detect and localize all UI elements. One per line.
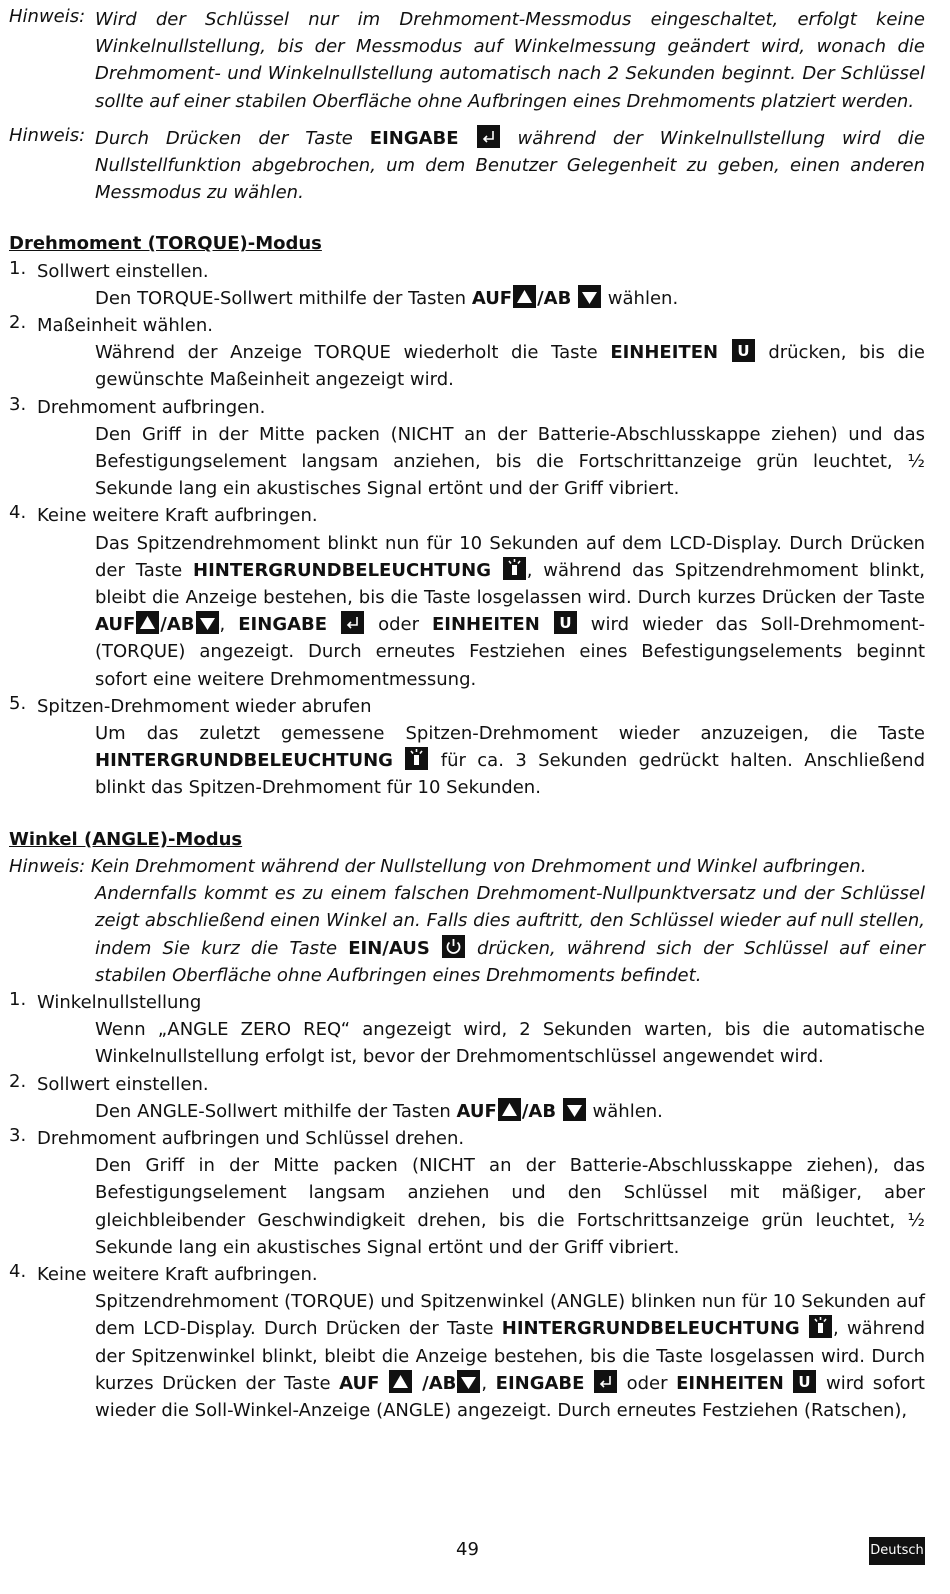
- step-body: Den ANGLE-Sollwert mithilfe der Tasten AUF /AB wählen.: [95, 1098, 925, 1125]
- svg-text:U: U: [737, 342, 750, 361]
- svg-text:U: U: [798, 1372, 812, 1391]
- note-enter-abort: [9, 125, 925, 207]
- up-arrow-key-icon: [136, 611, 159, 634]
- section-heading-angle: Winkel (ANGLE)-Modus: [9, 828, 243, 850]
- down-arrow-key-icon: [457, 1370, 480, 1393]
- down-arrow-key-icon: [578, 285, 601, 308]
- note-zeroing: [9, 6, 925, 115]
- list-item: 4. Keine weitere Kraft aufbringen.: [9, 502, 318, 527]
- up-arrow-key-icon: [389, 1370, 412, 1393]
- enter-key-icon: [594, 1370, 617, 1393]
- list-item: 1. Winkelnullstellung: [9, 988, 202, 1013]
- list-item: 4. Keine weitere Kraft aufbringen.: [9, 1260, 318, 1285]
- note-text: Durch Drücken der Taste EINGABE während der Winkelnullstellung wird die Nullstellfunktion abgebrochen, um dem Benutzer Gelegenheit zu geben, einen anderen Messmodus zu wählen.: [95, 125, 925, 207]
- step-body: Den Griff in der Mitte packen (NICHT an der Batterie-Abschlusskappe ziehen) und das Befestigungselement langsam anziehen, bis die Fortschrittanzeige grün leuchtet, ½ Sekunde lang ein akustisches Signal ertönt und der Griff vibriert.: [95, 423, 925, 500]
- backlight-key-icon: [405, 747, 428, 770]
- list-item: 1. Sollwert einstellen.: [9, 257, 209, 282]
- down-arrow-key-icon: [196, 611, 219, 634]
- list-item: 5. Spitzen-Drehmoment wieder abrufen: [9, 692, 372, 717]
- units-key-icon: [554, 611, 577, 634]
- note-label: Hinweis:: [9, 124, 86, 146]
- units-key-icon: [793, 1370, 816, 1393]
- backlight-key-icon: [809, 1315, 832, 1338]
- up-arrow-key-icon: [498, 1098, 521, 1121]
- page-number: 49: [456, 1539, 479, 1560]
- step-body: Um das zuletzt gemessene Spitzen-Drehmoment wieder anzuzeigen, die Taste HINTERGRUNDBELEUCHTUNG für ca. 3 Sekunden gedrückt halten. Anschließend blinkt das Spitzen-Drehmoment für 10 Sekunden.: [95, 723, 925, 799]
- enter-key-icon: [477, 125, 500, 148]
- note-text: Hinweis: Kein Drehmoment während der Nullstellung von Drehmoment und Winkel aufbringen.: [9, 855, 867, 877]
- note-text: Wird der Schlüssel nur im Drehmoment-Messmodus eingeschaltet, erfolgt keine Winkelnullstellung, bis der Messmodus auf Winkelmessung geändert wird, wonach die Drehmoment- und Winkelnullstellung automatisch nach 2 Sekunden beginnt. Der Schlüssel sollte auf einer stabilen Oberfläche ohne Aufbringen eines Drehmoments platziert werden.: [95, 9, 925, 112]
- step-body: Während der Anzeige TORQUE wiederholt die Taste EINHEITEN U drücken, bis die gewünschte Maßeinheit angezeigt wird.: [95, 339, 925, 393]
- step-body: Wenn „ANGLE ZERO REQ“ angezeigt wird, 2 Sekunden warten, bis die automatische Winkelnullstellung erfolgt ist, bevor der Drehmomentschlüssel angewendet wird.: [95, 1019, 925, 1068]
- step-body: Den Griff in der Mitte packen (NICHT an der Batterie-Abschlusskappe ziehen), das Befestigungselement langsam anziehen und den Schlüssel mit mäßiger, aber gleichbleibender Geschwindigkeit drehen, bis die Fortschrittsanzeige grün leuchtet, ½ Sekunde lang ein akustisches Signal ertönt und der Griff vibriert.: [95, 1155, 925, 1258]
- backlight-key-icon: [503, 557, 526, 580]
- language-badge: Deutsch: [869, 1537, 925, 1565]
- power-key-icon: [442, 935, 465, 958]
- note-label: Hinweis:: [9, 6, 86, 27]
- list-item: 3. Drehmoment aufbringen.: [9, 393, 266, 418]
- enter-key-icon: [341, 611, 364, 634]
- list-item: 2. Maßeinheit wählen.: [9, 312, 214, 337]
- step-body: Das Spitzendrehmoment blinkt nun für 10 Sekunden auf dem LCD-Display. Durch Drücken der Taste HINTERGRUNDBELEUCHTUNG , während das Spitzendrehmoment blinkt, bleibt die Anzeige bestehen, bis die Taste losgelassen wird. Durch kurzes Drücken der Taste AUF /AB , EINGABE oder EINHEITEN U wird wieder das Soll-Drehmoment-(TORQUE) angezeigt. Durch erneutes Festziehen eines Befestigungselements beginnt sofort eine weitere Drehmomentmessung.: [95, 532, 925, 690]
- up-arrow-key-icon: [513, 285, 536, 308]
- svg-text:U: U: [559, 614, 572, 633]
- units-key-icon: [732, 339, 755, 362]
- step-body: Den TORQUE-Sollwert mithilfe der Tasten AUF /AB wählen.: [95, 285, 925, 312]
- section-heading-torque: Drehmoment (TORQUE)-Modus: [9, 233, 322, 255]
- down-arrow-key-icon: [563, 1098, 586, 1121]
- list-item: 3. Drehmoment aufbringen und Schlüssel drehen.: [9, 1124, 465, 1149]
- step-body: Spitzendrehmoment (TORQUE) und Spitzenwinkel (ANGLE) blinken nun für 10 Sekunden auf dem LCD-Display. Durch Drücken der Taste HINTERGRUNDBELEUCHTUNG , während der Spitzenwinkel blinkt, bleibt die Anzeige bestehen, bis die Taste losgelassen wird. Durch kurzes Drücken der Taste AUF /AB , EINGABE oder EINHEITEN U wird sofort wieder die Soll-Winkel-Anzeige (ANGLE) angezeigt. Durch erneutes Festziehen (Ratschen),: [95, 1291, 925, 1421]
- note-text: Andernfalls kommt es zu einem falschen Drehmoment-Nullpunktversatz und der Schlüssel zeigt abschließend einen Winkel an. Falls dies auftritt, den Schlüssel wieder auf null stellen, indem Sie kurz die Taste EIN/AUS drücken, während sich der Schlüssel auf einer stabilen Oberfläche ohne Aufbringen eines Drehmoments befindet.: [95, 883, 925, 986]
- manual-page: [9, 6, 925, 1424]
- list-item: 2. Sollwert einstellen.: [9, 1070, 209, 1095]
